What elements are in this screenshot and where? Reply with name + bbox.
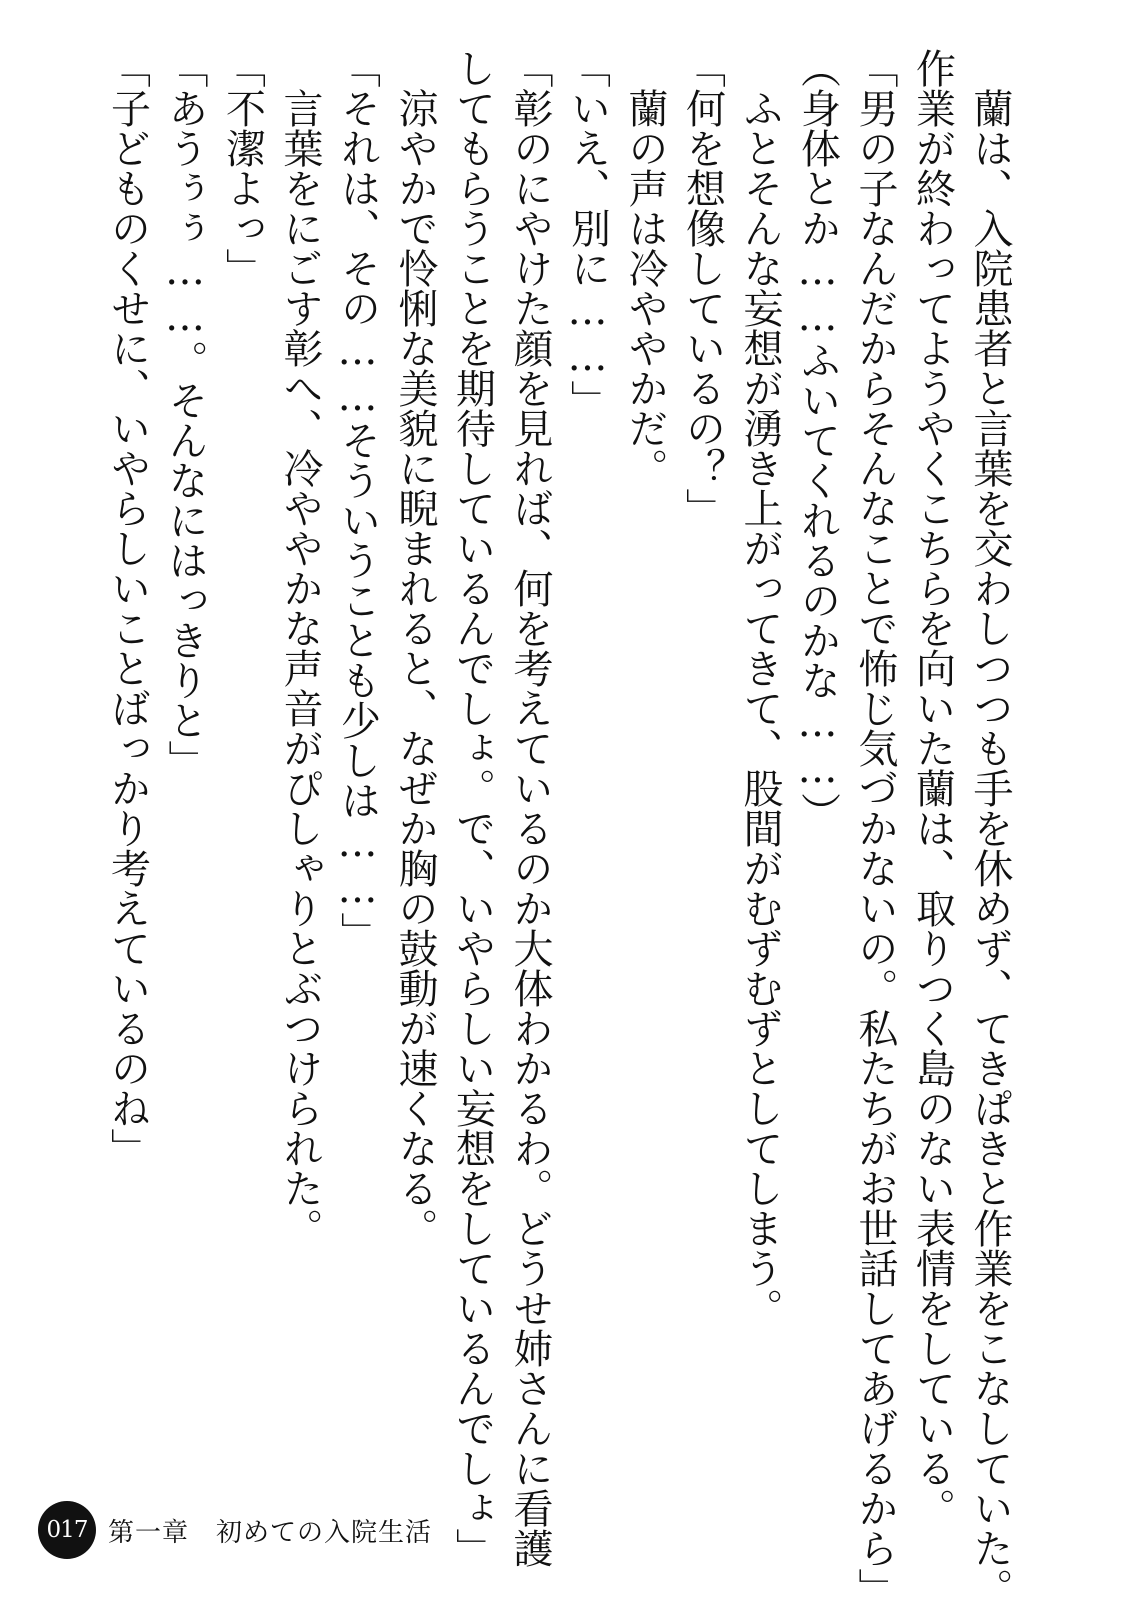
text-line: 「男の子なんだからそんなことで怖じ気づかないの。私たちがお世話してあげるから」 bbox=[852, 48, 898, 1608]
text-line: 蘭は、入院患者と言葉を交わしつつも手を休めず、てきぱきと作業をこなしていた。 bbox=[967, 48, 1013, 1608]
text-line: ふとそんな妄想が湧き上がってきて、股間がむずむずとしてしまう。 bbox=[737, 48, 783, 1328]
text-line: 「彰のにやけた顔を見れば、何を考えているのか大体わかるわ。どうせ姉さんに看護 bbox=[507, 48, 553, 1568]
text-line: 「何を想像しているの？」 bbox=[679, 48, 726, 528]
text-line: 作業が終わってようやくこちらを向いた蘭は、取りつく島のない表情をしている。 bbox=[909, 48, 956, 1528]
text-line: 「不潔よっ」 bbox=[219, 48, 266, 288]
chapter-title: 第一章 初めての入院生活 bbox=[108, 1517, 433, 1548]
text-line: 蘭の声は冷ややかだ。 bbox=[622, 48, 668, 488]
text-line: 涼やかで怜悧な美貌に睨まれると、なぜか胸の鼓動が速くなる。 bbox=[392, 48, 438, 1248]
text-line: 「あうぅぅ……。そんなにはっきりと」 bbox=[162, 48, 208, 780]
text-line: してもらうことを期待しているんでしょ。で、いやらしい妄想をしているんでしょ」 bbox=[449, 48, 496, 1568]
text-line: 言葉をにごす彰へ、冷ややかな声音がぴしゃりとぶつけられた。 bbox=[277, 48, 323, 1248]
text-line: （身体とか……ふいてくれるのかな……） bbox=[794, 48, 841, 832]
text-line: 「子どものくせに、いやらしいことばっかり考えているのね」 bbox=[104, 48, 151, 1168]
text-line: 「それは、その……そういうことも少しは……」 bbox=[334, 48, 381, 952]
text-line: 「いえ、別に……」 bbox=[564, 48, 611, 420]
page-number-badge: 017 bbox=[38, 1501, 96, 1559]
page-footer bbox=[38, 1502, 432, 1558]
